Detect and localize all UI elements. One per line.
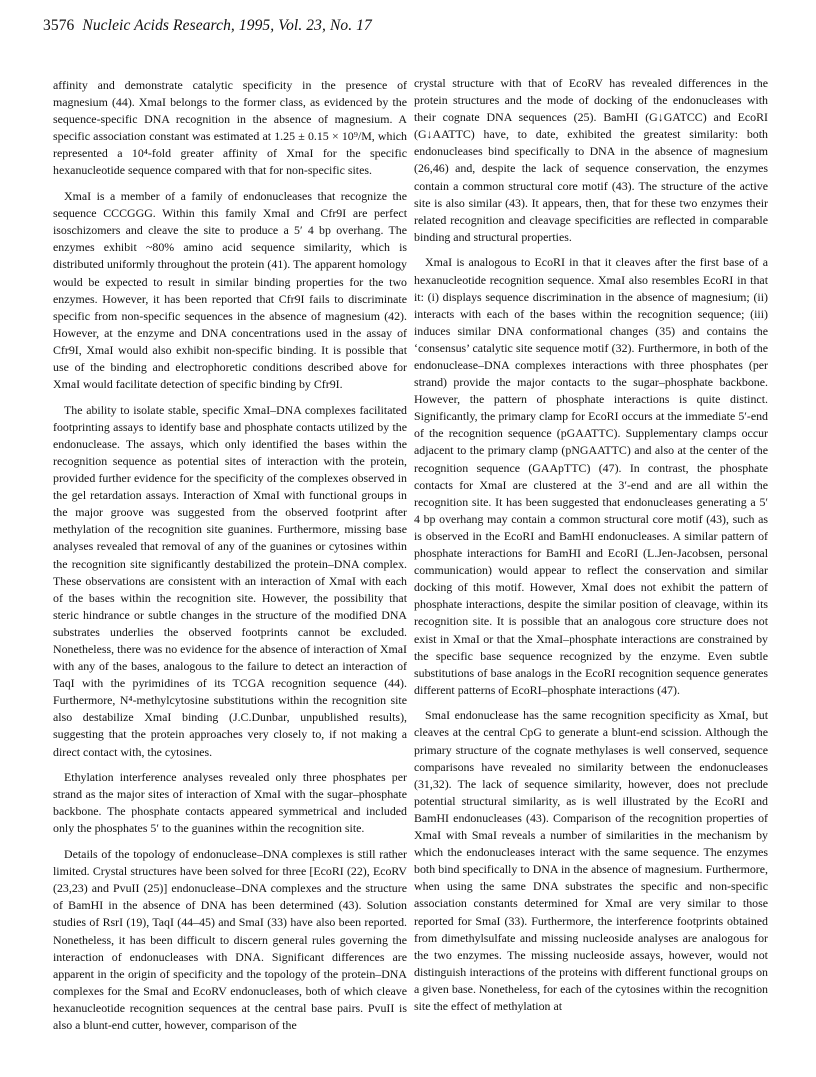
paragraph: The ability to isolate stable, specific XmaI–DNA complexes facilitated footprinting assays to identify base and phosphate contacts utilized by the endonuclease. The assays, which only identified the bases within the recognition sequence as potential sites of interaction with the protein, provided further evidence for the specificity of the complexes observed in the gel retardation assays. Interaction of XmaI with functional groups in the major groove was suggested from the observed footprint after methylation of the recognition site guanines. Furthermore, missing base analyses revealed that removal of any of the guanines or cytosines within the recognition site significantly destabilized the protein–DNA complex. These observations are consistent with an interaction of XmaI with each of the bases within the recognition site. However, the possibility that steric hindrance or subtle changes in the structure of the modified DNA substrates underlies the observed footprints cannot be excluded. Nonetheless, there was no evidence for the absence of interaction of XmaI with any of the bases, analogous to the failure to detect an interaction of TaqI with the pyrimidines of its TCGA recognition sequence (44). Furthermore, N⁴-methylcytosine substitutions within the recognition site also destabilize XmaI binding (J.C.Dunbar, unpublished results), suggesting that the protein approaches very closely to, if not making a direct contact with, the cytosines.: [53, 402, 407, 759]
left-column: [53, 77, 407, 1043]
paragraph: crystal structure with that of EcoRV has revealed differences in the protein structures and the mode of docking of the endonucleases with their cognate DNA sequences (25). BamHI (G↓GATCC) and EcoRI (G↓AATTC) have, to date, exhibited the greatest similarity: both endonucleases bind specifically to DNA in the absence of magnesium (26,46) and, despite the lack of sequence conservation, the enzymes contain a common structural core motif (43). The structure of the active site is also similar (43). It appears, then, that for these two enzymes their related recognition and cleavage specificities are reflected in comparable binding and structural properties.: [414, 76, 768, 244]
page-number: 3576: [43, 17, 75, 34]
paragraph: affinity and demonstrate catalytic specificity in the presence of magnesium (44). XmaI belongs to the former class, as evidenced by the sequence-specific DNA recognition in the absence of magnesium. A specific association constant was estimated at 1.25 ± 0.15 × 10⁹/M, which represented a 10⁴-fold greater affinity of XmaI for the specific hexanucleotide sequence compared with that for non-specific sites.: [53, 78, 407, 178]
paragraph: Details of the topology of endonuclease–DNA complexes is still rather limited. Crystal structures have been solved for three [EcoRI (22), EcoRV (23,23) and PvuII (25)] endonuclease–DNA complexes and the structure of BamHI in the absence of DNA has been determined (43). Solution studies of RsrI (19), TaqI (44–45) and SmaI (33) have also been reported. Nonetheless, it has been difficult to discern general rules governing the interaction of endonucleases with DNA. Significant differences are apparent in the origin of specificity and the topology of the protein–DNA complexes for the SmaI and EcoRV endonucleases, both of which cleave hexanucleotide recognition sequences at the central base pairs. PvuII is also a blunt-end cutter, however, comparison of the: [53, 847, 407, 1032]
paragraph: XmaI is analogous to EcoRI in that it cleaves after the first base of a hexanucleotide recognition sequence. XmaI also resembles EcoRI in that it: (i) displays sequence discrimination in the absence of magnesium; (ii) interacts with each of the bases within the recognition sequence; (iii) induces similar DNA conformational changes (35) and contains the ‘consensus’ catalytic site sequence motif (32). Furthermore, in both of the endonuclease–DNA complexes interactions with three phosphates (per strand) provide the major contacts to the sugar–phosphate backbone. However, the pattern of phosphate interactions is quite distinct. Significantly, the primary clamp for EcoRI occurs at the immediate 5′-end of the recognition sequence (pGAATTC). Supplementary clamps occur adjacent to the primary clamp (pNGAATTC) and also at the center of the recognition sequence (GAApTTC) (47). In contrast, the phosphate contacts for XmaI are clustered at the 3′-end and are all within the recognition site. It has been suggested that endonucleases generating a 5′ 4 bp overhang may contain a common structural core motif (43), such as is observed in the EcoRI and BamHI endonucleases. A similar pattern of phosphate interactions for BamHI and EcoRI (L.Jen-Jacobsen, personal communication) would appear to reflect the conservation and similar docking of this motif. However, XmaI does not exhibit the pattern of phosphate interactions, despite the similar position of cleavage, within its recognition site. It is possible that an analogous core structure does not exist in XmaI or that the XmaI–phosphate interactions are constrained by the specific base sequence recognized by the enzyme. Even subtle substitutions of base analogs in the EcoRI recognition sequence generates different patterns of EcoRI–phosphate interactions (47).: [414, 255, 768, 697]
running-header: [43, 17, 372, 35]
journal-citation: Nucleic Acids Research, 1995, Vol. 23, No. 17: [82, 17, 372, 34]
paragraph: XmaI is a member of a family of endonucleases that recognize the sequence CCCGGG. Within this family XmaI and Cfr9I are perfect isoschizomers and cleave the site to produce a 5′ 4 bp overhang. The enzymes exhibit ~80% amino acid sequence similarity, which is distributed uniformly throughout the protein (41). The apparent homology would be expected to result in similar binding properties for the two enzymes. However, it has been reported that Cfr9I fails to discriminate specific from non-specific sequences in the absence of magnesium (42). However, at the enzyme and DNA concentrations used in the assay of Cfr9I, XmaI would also exhibit non-specific binding. It is possible that use of the binding and electrophoretic conditions described above for XmaI would facilitate detection of specific binding by Cfr9I.: [53, 189, 407, 392]
paragraph: Ethylation interference analyses revealed only three phosphates per strand as the major sites of interaction of XmaI with the sugar–phosphate backbone. The phosphate contacts appeared symmetrical and included only the phosphates 5′ to the guanines within the recognition site.: [53, 770, 407, 836]
paragraph: SmaI endonuclease has the same recognition specificity as XmaI, but cleaves at the central CpG to generate a blunt-end scission. Although the primary structure of the cognate methylases is well conserved, sequence comparisons have revealed no similarity between the endonucleases (31,32). The lack of sequence similarity, however, does not preclude potential structural similarity, as is well illustrated by the EcoRI and BamHI endonucleases (43). Comparison of the recognition properties of XmaI with SmaI reveals a number of similarities in the mechanism by which the endonucleases interact with the same sequence. The enzymes both bind specifically to DNA in the absence of magnesium. Furthermore, when using the same DNA substrates the specific and non-specific association constants determined for XmaI are very similar to those reported for SmaI (33). Furthermore, the interference footprints obtained from dimethylsulfate and missing nucleoside analyses are analogous for the two enzymes. The missing nucleoside assays, however, would not distinguish interactions of the proteins with different functional groups on a given base. Nonetheless, for each of the cytosines within the recognition site the effect of methylation at: [414, 708, 768, 1013]
right-column: [414, 75, 768, 1024]
